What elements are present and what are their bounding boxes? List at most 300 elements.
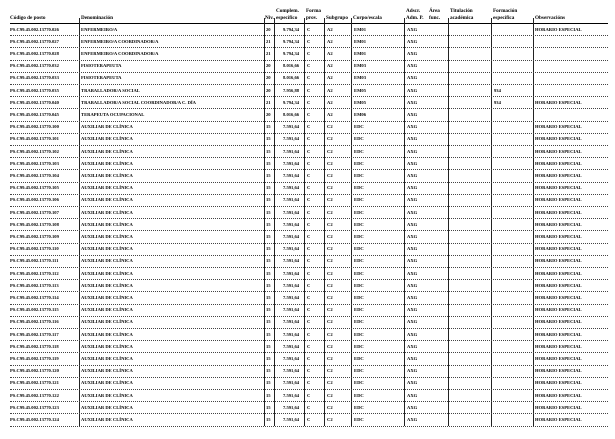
- cell-niv: 15: [266, 136, 271, 142]
- cell-adscripcion: AXG: [407, 50, 418, 56]
- cell-complemento: 7.591,64: [283, 270, 300, 276]
- cell-niv: 15: [266, 124, 271, 130]
- header-codigo: Código de posto: [10, 15, 46, 21]
- cell-forma-prov: C: [307, 343, 311, 349]
- cell-corpo: EDC: [354, 416, 364, 422]
- cell-forma-prov: C: [307, 172, 311, 178]
- cell-denominacion: AUXILIAR DE CLÍNICA: [81, 404, 133, 410]
- cell-complemento: 7.591,64: [283, 148, 300, 154]
- cell-denominacion: AUXILIAR DE CLÍNICA: [81, 185, 133, 191]
- cell-denominacion: AUXILIAR DE CLÍNICA: [81, 209, 133, 215]
- cell-forma-prov: C: [307, 221, 311, 227]
- cell-denominacion: ENFERMEIRO/A COORDINADOR/A: [81, 38, 159, 44]
- cell-complemento: 7.591,64: [283, 221, 300, 227]
- cell-adscripcion: AXG: [407, 136, 418, 142]
- cell-observacions: HORARIO ESPECIAL: [535, 160, 582, 166]
- cell-complemento: 7.591,64: [283, 246, 300, 252]
- cell-complemento: 7.591,64: [283, 343, 300, 349]
- cell-code: PS.C99.45.002.13770.032: [10, 63, 59, 69]
- cell-subgrupo: A2: [327, 75, 333, 81]
- cell-observacions: HORARIO ESPECIAL: [535, 416, 582, 422]
- cell-corpo: EDC: [354, 404, 364, 410]
- cell-observacions: HORARIO ESPECIAL: [535, 331, 582, 337]
- table-row: [0, 378, 615, 390]
- cell-code: PS.C99.45.002.13770.121: [10, 380, 59, 386]
- cell-adscripcion: AXG: [407, 270, 418, 276]
- cell-subgrupo: C2: [327, 148, 333, 154]
- cell-complemento: 8.016,66: [283, 75, 300, 81]
- cell-forma-prov: C: [307, 294, 311, 300]
- cell-adscripcion: AXG: [407, 404, 418, 410]
- cell-niv: 20: [266, 87, 271, 93]
- cell-denominacion: FISIOTERAPEUTA: [81, 63, 122, 69]
- cell-code: PS.C99.45.002.13770.040: [10, 99, 59, 105]
- cell-observacions: HORARIO ESPECIAL: [535, 197, 582, 203]
- cell-denominacion: ENFERMEIRO/A COORDINADOR/A: [81, 50, 159, 56]
- cell-denominacion: AUXILIAR DE CLÍNICA: [81, 368, 133, 374]
- cell-corpo: EDC: [354, 172, 364, 178]
- cell-observacions: HORARIO ESPECIAL: [535, 233, 582, 239]
- table-row: [0, 292, 615, 304]
- cell-niv: 15: [266, 343, 271, 349]
- header-observaciones: Observacións: [535, 15, 565, 21]
- cell-denominacion: AUXILIAR DE CLÍNICA: [81, 282, 133, 288]
- cell-adscripcion: AXG: [407, 87, 418, 93]
- header-forma: Forma: [306, 8, 321, 14]
- cell-complemento: 7.591,64: [283, 331, 300, 337]
- cell-adscripcion: AXG: [407, 331, 418, 337]
- cell-corpo: EDC: [354, 307, 364, 313]
- cell-subgrupo: C2: [327, 416, 333, 422]
- table-row: [0, 244, 615, 256]
- cell-denominacion: FISIOTERAPEUTA: [81, 75, 122, 81]
- cell-corpo: EM01: [354, 50, 366, 56]
- cell-denominacion: AUXILIAR DE CLÍNICA: [81, 380, 133, 386]
- cell-subgrupo: C2: [327, 331, 333, 337]
- cell-observacions: HORARIO ESPECIAL: [535, 26, 582, 32]
- cell-complemento: 8.016,66: [283, 111, 300, 117]
- cell-observacions: HORARIO ESPECIAL: [535, 136, 582, 142]
- cell-forma-prov: C: [307, 111, 311, 117]
- cell-forma-prov: C: [307, 380, 311, 386]
- cell-corpo: EDC: [354, 246, 364, 252]
- cell-subgrupo: A2: [327, 111, 333, 117]
- cell-forma-prov: C: [307, 124, 311, 130]
- cell-complemento: 7.591,64: [283, 258, 300, 264]
- cell-corpo: EDC: [354, 355, 364, 361]
- cell-subgrupo: C2: [327, 233, 333, 239]
- cell-niv: 15: [266, 246, 271, 252]
- cell-subgrupo: C2: [327, 136, 333, 142]
- cell-adscripcion: AXG: [407, 282, 418, 288]
- cell-complemento: 7.591,64: [283, 319, 300, 325]
- cell-niv: 15: [266, 221, 271, 227]
- cell-subgrupo: C2: [327, 160, 333, 166]
- cell-corpo: EDC: [354, 148, 364, 154]
- cell-code: PS.C99.45.002.13770.123: [10, 404, 59, 410]
- cell-complemento: 7.591,64: [283, 392, 300, 398]
- cell-subgrupo: C2: [327, 282, 333, 288]
- cell-observacions: HORARIO ESPECIAL: [535, 124, 582, 130]
- cell-observacions: HORARIO ESPECIAL: [535, 270, 582, 276]
- cell-adscripcion: AXG: [407, 160, 418, 166]
- table-row: [0, 353, 615, 365]
- cell-code: PS.C99.45.002.13770.035: [10, 87, 59, 93]
- cell-niv: 15: [266, 380, 271, 386]
- cell-denominacion: AUXILIAR DE CLÍNICA: [81, 136, 133, 142]
- header-academica: académica: [450, 15, 474, 21]
- cell-corpo: EDC: [354, 380, 364, 386]
- cell-denominacion: AUXILIAR DE CLÍNICA: [81, 148, 133, 154]
- cell-complemento: 7.591,64: [283, 160, 300, 166]
- table-row: [0, 280, 615, 292]
- cell-adscripcion: AXG: [407, 343, 418, 349]
- cell-corpo: EDC: [354, 160, 364, 166]
- cell-adscripcion: AXG: [407, 368, 418, 374]
- cell-corpo: EM01: [354, 26, 366, 32]
- cell-denominacion: TERAPEUTA OCUPACIONAL: [81, 111, 145, 117]
- cell-forma-prov: C: [307, 392, 311, 398]
- cell-code: PS.C99.45.002.13770.115: [10, 307, 59, 313]
- cell-niv: 15: [266, 185, 271, 191]
- cell-observacions: HORARIO ESPECIAL: [535, 99, 582, 105]
- table-row: [0, 158, 615, 170]
- header-especifica: específica: [493, 15, 515, 21]
- cell-code: PS.C99.45.002.13770.106: [10, 197, 59, 203]
- cell-forma-prov: C: [307, 233, 311, 239]
- cell-corpo: EDC: [354, 258, 364, 264]
- cell-complemento: 8.016,66: [283, 63, 300, 69]
- cell-denominacion: ENFERMEIRO/A: [81, 26, 118, 32]
- table-row: [0, 390, 615, 402]
- cell-adscripcion: AXG: [407, 258, 418, 264]
- cell-niv: 15: [266, 319, 271, 325]
- header-adm: Adm. P.: [406, 15, 424, 21]
- cell-corpo: EDC: [354, 270, 364, 276]
- cell-subgrupo: C2: [327, 380, 333, 386]
- cell-complemento: 7.591,64: [283, 172, 300, 178]
- cell-denominacion: AUXILIAR DE CLÍNICA: [81, 392, 133, 398]
- cell-corpo: EDC: [354, 233, 364, 239]
- cell-code: PS.C99.45.002.13770.122: [10, 392, 59, 398]
- cell-complemento: 7.591,64: [283, 209, 300, 215]
- table-row: [0, 195, 615, 207]
- cell-observacions: HORARIO ESPECIAL: [535, 221, 582, 227]
- cell-forma-prov: C: [307, 282, 311, 288]
- cell-complemento: 7.591,64: [283, 294, 300, 300]
- cell-corpo: EDC: [354, 282, 364, 288]
- cell-subgrupo: A2: [327, 38, 333, 44]
- cell-subgrupo: A2: [327, 99, 333, 105]
- cell-forma-prov: C: [307, 160, 311, 166]
- cell-code: PS.C99.45.002.13770.027: [10, 38, 59, 44]
- cell-code: PS.C99.45.002.13770.109: [10, 233, 59, 239]
- cell-niv: 21: [266, 38, 271, 44]
- cell-subgrupo: C2: [327, 124, 333, 130]
- cell-corpo: EDC: [354, 209, 364, 215]
- cell-corpo: EDC: [354, 185, 364, 191]
- cell-complemento: 7.591,64: [283, 185, 300, 191]
- cell-corpo: EDC: [354, 197, 364, 203]
- cell-formacion: 934: [494, 99, 501, 105]
- cell-observacions: HORARIO ESPECIAL: [535, 246, 582, 252]
- cell-denominacion: AUXILIAR DE CLÍNICA: [81, 319, 133, 325]
- cell-corpo: EDC: [354, 221, 364, 227]
- cell-code: PS.C99.45.002.13770.117: [10, 331, 59, 337]
- cell-denominacion: AUXILIAR DE CLÍNICA: [81, 331, 133, 337]
- cell-niv: 15: [266, 270, 271, 276]
- cell-forma-prov: C: [307, 319, 311, 325]
- row-rule: [10, 426, 608, 427]
- cell-denominacion: AUXILIAR DE CLÍNICA: [81, 355, 133, 361]
- cell-forma-prov: C: [307, 246, 311, 252]
- cell-complemento: 7.591,64: [283, 307, 300, 313]
- cell-formacion: 934: [494, 87, 501, 93]
- cell-forma-prov: C: [307, 368, 311, 374]
- cell-corpo: EDC: [354, 331, 364, 337]
- cell-subgrupo: A2: [327, 26, 333, 32]
- cell-subgrupo: C2: [327, 270, 333, 276]
- header-adscr: Adscr.: [406, 8, 421, 14]
- table-row: [0, 36, 615, 48]
- cell-complemento: 9.794,34: [283, 50, 300, 56]
- cell-adscripcion: AXG: [407, 355, 418, 361]
- cell-observacions: HORARIO ESPECIAL: [535, 392, 582, 398]
- table-row: [0, 170, 615, 182]
- cell-niv: 15: [266, 368, 271, 374]
- table-row: [0, 73, 615, 85]
- cell-forma-prov: C: [307, 416, 311, 422]
- header-func: func.: [429, 15, 441, 21]
- cell-forma-prov: C: [307, 63, 311, 69]
- cell-code: PS.C99.45.002.13770.112: [10, 270, 59, 276]
- cell-denominacion: AUXILIAR DE CLÍNICA: [81, 270, 133, 276]
- cell-niv: 15: [266, 392, 271, 398]
- table-row: [0, 97, 615, 109]
- cell-adscripcion: AXG: [407, 392, 418, 398]
- cell-code: PS.C99.45.002.13770.026: [10, 26, 59, 32]
- header-denominacion: Denominación: [81, 15, 113, 21]
- cell-subgrupo: A2: [327, 63, 333, 69]
- cell-corpo: EDC: [354, 124, 364, 130]
- cell-forma-prov: C: [307, 99, 311, 105]
- cell-corpo: EDC: [354, 368, 364, 374]
- cell-observacions: HORARIO ESPECIAL: [535, 258, 582, 264]
- cell-forma-prov: C: [307, 355, 311, 361]
- header-prov: prov.: [306, 15, 318, 21]
- cell-niv: 15: [266, 355, 271, 361]
- cell-code: PS.C99.45.002.13770.100: [10, 124, 59, 130]
- cell-adscripcion: AXG: [407, 75, 418, 81]
- cell-denominacion: AUXILIAR DE CLÍNICA: [81, 233, 133, 239]
- cell-adscripcion: AXG: [407, 197, 418, 203]
- cell-denominacion: AUXILIAR DE CLÍNICA: [81, 294, 133, 300]
- cell-corpo: EM03: [354, 75, 366, 81]
- table-row: [0, 402, 615, 414]
- cell-corpo: EDC: [354, 392, 364, 398]
- cell-adscripcion: AXG: [407, 209, 418, 215]
- cell-denominacion: AUXILIAR DE CLÍNICA: [81, 343, 133, 349]
- cell-denominacion: AUXILIAR DE CLÍNICA: [81, 416, 133, 422]
- cell-adscripcion: AXG: [407, 319, 418, 325]
- cell-code: PS.C99.45.002.13770.124: [10, 416, 59, 422]
- cell-adscripcion: AXG: [407, 233, 418, 239]
- cell-complemento: 7.591,64: [283, 233, 300, 239]
- table-row: [0, 268, 615, 280]
- cell-adscripcion: AXG: [407, 380, 418, 386]
- cell-adscripcion: AXG: [407, 307, 418, 313]
- cell-denominacion: TRABALLADOR/A SOCIAL COORDINADOR/A C. DÍA: [81, 99, 196, 105]
- cell-adscripcion: AXG: [407, 148, 418, 154]
- header-niv: Niv.: [265, 15, 274, 21]
- cell-subgrupo: A2: [327, 50, 333, 56]
- cell-observacions: HORARIO ESPECIAL: [535, 319, 582, 325]
- header-especifico: específico: [276, 15, 298, 21]
- table-row: [0, 329, 615, 341]
- cell-forma-prov: C: [307, 136, 311, 142]
- cell-code: PS.C99.45.002.13770.108: [10, 221, 59, 227]
- cell-code: PS.C99.45.002.13770.120: [10, 368, 59, 374]
- cell-complemento: 7.591,64: [283, 355, 300, 361]
- cell-adscripcion: AXG: [407, 416, 418, 422]
- table-row: [0, 85, 615, 97]
- cell-code: PS.C99.45.002.13770.116: [10, 319, 59, 325]
- cell-code: PS.C99.45.002.13770.033: [10, 75, 59, 81]
- cell-code: PS.C99.45.002.13770.103: [10, 160, 59, 166]
- cell-niv: 15: [266, 172, 271, 178]
- table-row: [0, 61, 615, 73]
- cell-niv: 20: [266, 111, 271, 117]
- cell-denominacion: AUXILIAR DE CLÍNICA: [81, 197, 133, 203]
- cell-subgrupo: C2: [327, 172, 333, 178]
- table-row: [0, 48, 615, 60]
- cell-observacions: HORARIO ESPECIAL: [535, 185, 582, 191]
- cell-niv: 15: [266, 416, 271, 422]
- cell-adscripcion: AXG: [407, 26, 418, 32]
- cell-niv: 21: [266, 50, 271, 56]
- cell-forma-prov: C: [307, 87, 311, 93]
- header-formacion: Formación: [493, 8, 518, 14]
- cell-corpo: EDC: [354, 343, 364, 349]
- cell-niv: 20: [266, 63, 271, 69]
- cell-observacions: HORARIO ESPECIAL: [535, 380, 582, 386]
- cell-code: PS.C99.45.002.13770.118: [10, 343, 59, 349]
- cell-observacions: HORARIO ESPECIAL: [535, 294, 582, 300]
- table-row: [0, 134, 615, 146]
- cell-code: PS.C99.45.002.13770.101: [10, 136, 59, 142]
- cell-code: PS.C99.45.002.13770.107: [10, 209, 59, 215]
- cell-complemento: 7.591,64: [283, 136, 300, 142]
- cell-denominacion: AUXILIAR DE CLÍNICA: [81, 307, 133, 313]
- cell-denominacion: AUXILIAR DE CLÍNICA: [81, 160, 133, 166]
- table-row: [0, 146, 615, 158]
- cell-niv: 15: [266, 197, 271, 203]
- table-row: [0, 366, 615, 378]
- cell-complemento: 7.591,64: [283, 197, 300, 203]
- cell-observacions: HORARIO ESPECIAL: [535, 355, 582, 361]
- cell-niv: 15: [266, 282, 271, 288]
- cell-complemento: 7.956,88: [283, 87, 300, 93]
- cell-subgrupo: C2: [327, 258, 333, 264]
- cell-subgrupo: C2: [327, 209, 333, 215]
- cell-observacions: HORARIO ESPECIAL: [535, 172, 582, 178]
- cell-subgrupo: C2: [327, 368, 333, 374]
- cell-niv: 15: [266, 209, 271, 215]
- cell-code: PS.C99.45.002.13770.114: [10, 294, 59, 300]
- cell-subgrupo: C2: [327, 355, 333, 361]
- cell-adscripcion: AXG: [407, 63, 418, 69]
- cell-denominacion: AUXILIAR DE CLÍNICA: [81, 124, 133, 130]
- cell-subgrupo: C2: [327, 197, 333, 203]
- cell-complemento: 9.794,34: [283, 99, 300, 105]
- cell-niv: 20: [266, 26, 271, 32]
- cell-complemento: 9.794,34: [283, 26, 300, 32]
- cell-subgrupo: C2: [327, 404, 333, 410]
- cell-forma-prov: C: [307, 270, 311, 276]
- table-row: [0, 317, 615, 329]
- table-row: [0, 24, 615, 36]
- cell-forma-prov: C: [307, 148, 311, 154]
- cell-denominacion: TRABALLADOR/A SOCIAL: [81, 87, 140, 93]
- cell-subgrupo: A2: [327, 87, 333, 93]
- cell-niv: 15: [266, 404, 271, 410]
- table-row: [0, 122, 615, 134]
- cell-denominacion: AUXILIAR DE CLÍNICA: [81, 172, 133, 178]
- cell-code: PS.C99.45.002.13770.110: [10, 246, 59, 252]
- cell-adscripcion: AXG: [407, 38, 418, 44]
- cell-code: PS.C99.45.002.13770.111: [10, 258, 59, 264]
- cell-adscripcion: AXG: [407, 221, 418, 227]
- cell-code: PS.C99.45.002.13770.119: [10, 355, 59, 361]
- table-row: [0, 183, 615, 195]
- cell-code: PS.C99.45.002.13770.104: [10, 172, 59, 178]
- cell-niv: 15: [266, 307, 271, 313]
- cell-corpo: EM03: [354, 63, 366, 69]
- cell-niv: 21: [266, 99, 271, 105]
- table-row: [0, 109, 615, 121]
- cell-forma-prov: C: [307, 307, 311, 313]
- cell-corpo: EDC: [354, 319, 364, 325]
- cell-observacions: HORARIO ESPECIAL: [535, 282, 582, 288]
- cell-niv: 15: [266, 160, 271, 166]
- header-area: Área: [429, 8, 440, 14]
- table-row: [0, 341, 615, 353]
- cell-niv: 15: [266, 258, 271, 264]
- cell-subgrupo: C2: [327, 343, 333, 349]
- header-subgrupo: Subgrupo: [326, 15, 348, 21]
- cell-code: PS.C99.45.002.13770.113: [10, 282, 59, 288]
- cell-subgrupo: C2: [327, 307, 333, 313]
- cell-adscripcion: AXG: [407, 99, 418, 105]
- table-row: [0, 414, 615, 426]
- cell-subgrupo: C2: [327, 294, 333, 300]
- cell-observacions: HORARIO ESPECIAL: [535, 368, 582, 374]
- cell-niv: 15: [266, 294, 271, 300]
- cell-subgrupo: C2: [327, 319, 333, 325]
- cell-niv: 20: [266, 75, 271, 81]
- table-row: [0, 219, 615, 231]
- cell-denominacion: AUXILIAR DE CLÍNICA: [81, 221, 133, 227]
- cell-forma-prov: C: [307, 331, 311, 337]
- cell-complemento: 7.591,64: [283, 282, 300, 288]
- cell-complemento: 7.591,64: [283, 124, 300, 130]
- cell-corpo: EM06: [354, 111, 366, 117]
- cell-code: PS.C99.45.002.13770.102: [10, 148, 59, 154]
- cell-corpo: EM01: [354, 38, 366, 44]
- header-titulacion: Titulación: [450, 8, 473, 14]
- table-row: [0, 256, 615, 268]
- cell-complemento: 9.794,34: [283, 38, 300, 44]
